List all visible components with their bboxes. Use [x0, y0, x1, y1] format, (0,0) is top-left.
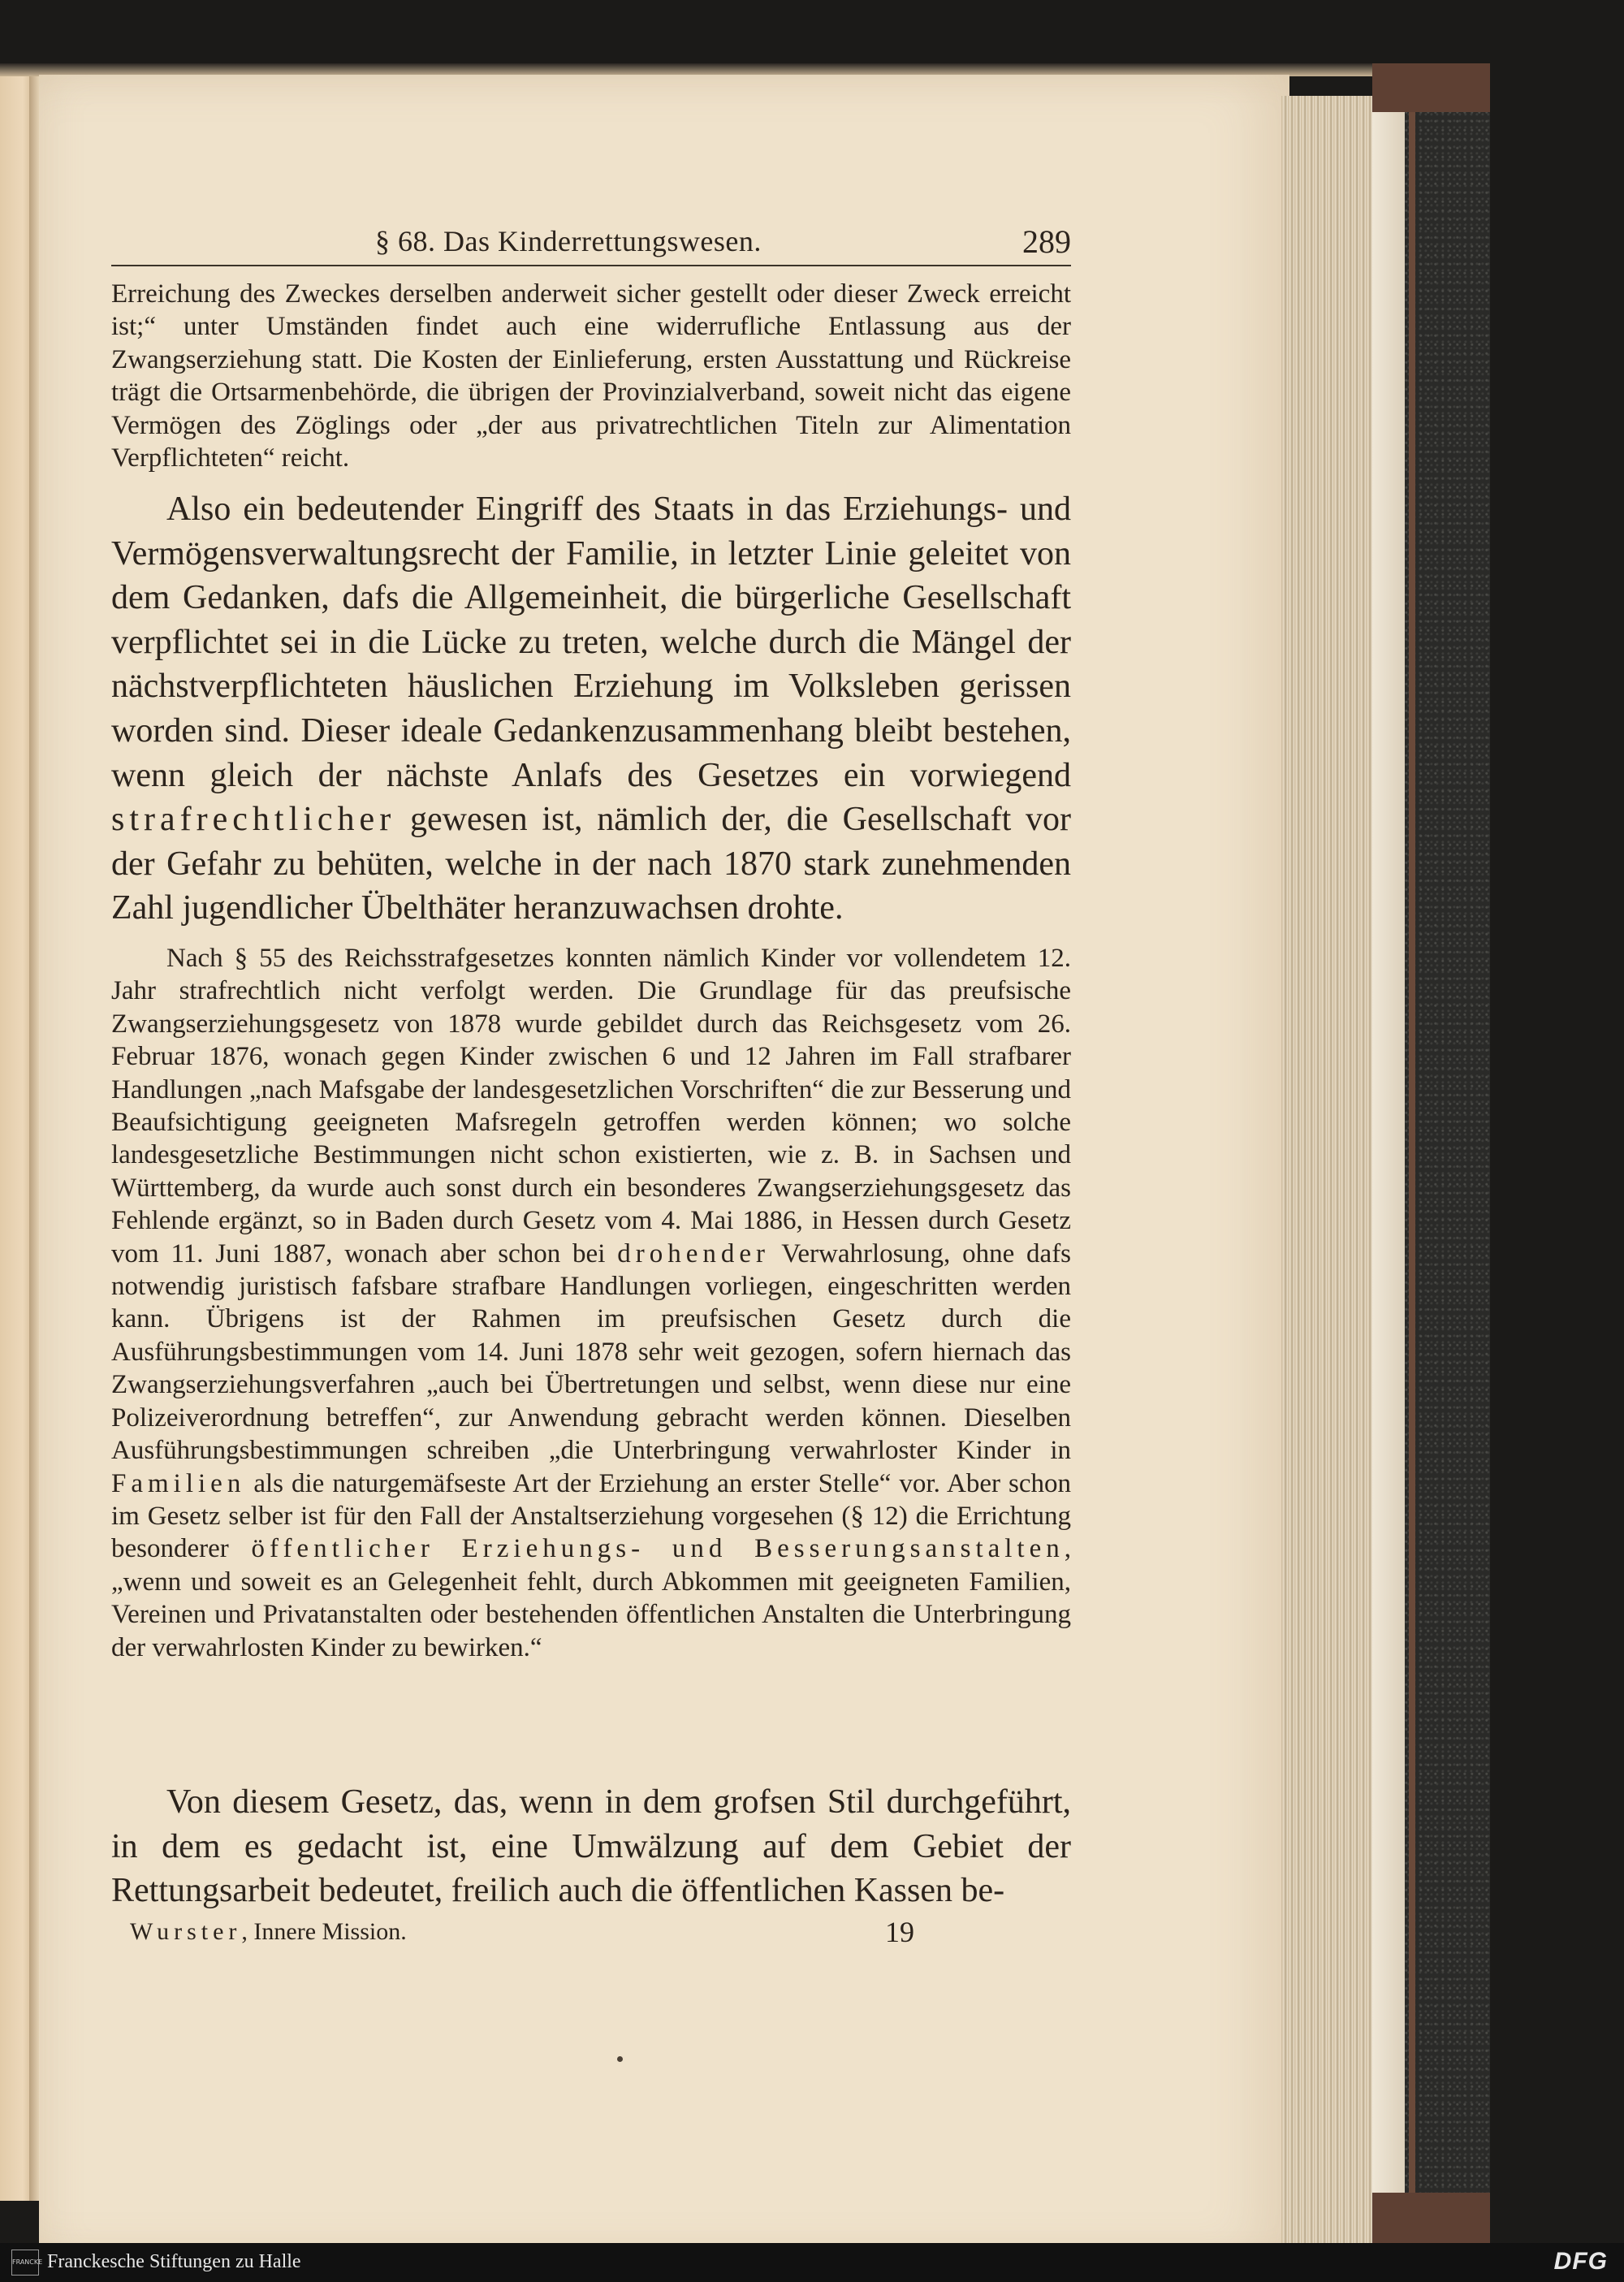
- paragraph-3: [111, 942, 1071, 1664]
- spaced-emphasis-familien: Familien: [111, 1468, 246, 1498]
- footer-author-name: Wurster: [130, 1918, 242, 1945]
- paragraph-2-part-c: gewesen ist, nämlich der, die Gesellschaft vor der Gefahr zu behüten, welche in der nach 1870 stark zunehmenden Zahl jugendlicher Übelthäter heranzuwachsen drohte.: [111, 801, 1071, 927]
- viewer-footer-bar: [0, 2243, 1624, 2282]
- spaced-emphasis-strafrechtlicher: strafrechtlicher: [111, 801, 396, 839]
- cover-edge: [1409, 65, 1415, 2258]
- francke-logo: FRANCKE: [11, 2250, 39, 2276]
- signature-mark: 19: [885, 1916, 914, 1948]
- paragraph-4: [111, 1780, 1071, 1913]
- paragraph-2-text: [111, 487, 1071, 931]
- paragraph-3-part-g: , „wenn und soweit es an Gelegenheit fehlt, durch Abkommen mit geeigneten Familien, Vereinen und Privatanstalten oder bestehenden öffentlichen Anstalten die Unterbringung der verwahrlosten Kinder zu bewirken.“: [111, 1534, 1071, 1662]
- paragraph-3-part-c: Verwahrlosung, ohne dafs notwendig juristisch fafsbare strafbare Handlungen vorliegen, eingeschritten werden kann. Übrigens ist der Rahmen im preufsischen Gesetz durch die Ausführungsbestimmungen vom 14. Juni 1878 sehr weit gezogen, sofern hiernach das Zwangserziehungsverfahren „auch bei Übertretungen und selbst, wenn diese nur eine Polizeiverordnung betreffen“, zur Anwendung gebracht werden können. Dieselben Ausführungsbestimmungen schreiben „die Unterbringung verwahrloster Kinder in: [111, 1238, 1072, 1466]
- paragraph-3-part-a: Nach § 55 des Reichsstrafgesetzes konnten nämlich Kinder vor vollendetem 12. Jahr strafrechtlich nicht verfolgt werden. Die Grundlage für das preufsische Zwangserziehungsgesetz von 1878 wurde gebildet durch das Reichsgesetz vom 26. Februar 1876, wonach gegen Kinder zwischen 6 und 12 Jahren im Fall strafbarer Handlungen „nach Mafsgabe der landesgesetzlichen Vorschriften“ die zur Besserung und Beaufsichtigung geeigneten Mafsregeln getroffen werden können; wo solche landesgesetzliche Bestimmungen nicht schon existierten, wie z. B. in Sachsen und Württemberg, da wurde auch sonst durch ein besonderes Zwangserziehungsgesetz das Fehlende ergänzt, so in Baden durch Gesetz vom 4. Mai 1886, in Hessen durch Gesetz vom 11. Juni 1887, wonach aber schon bei: [111, 944, 1071, 1268]
- paragraph-3-text: [111, 942, 1071, 1664]
- paragraph-3-part-e: als die naturgemäfseste Art der Erziehung an erster Stelle“ vor. Aber schon im Gesetz selber ist für den Fall der Anstaltserziehung vorgesehen (§ 12) die Errichtung besonderer: [111, 1468, 1071, 1564]
- dfg-logo[interactable]: DFG: [1553, 2248, 1608, 2275]
- previous-page-edge: [0, 73, 32, 2201]
- institution-name[interactable]: Franckesche Stiftungen zu Halle: [47, 2251, 301, 2272]
- footer-book-title: , Innere Mission.: [241, 1918, 407, 1945]
- page-number: 289: [1022, 223, 1071, 260]
- spaced-emphasis-anstalten: öffentlicher Erziehungs- und Besserungsanstalten: [251, 1534, 1065, 1564]
- paragraph-2: [111, 487, 1071, 931]
- page-stack-highlight: [1372, 106, 1405, 2250]
- paragraph-1-text: Erreichung des Zweckes derselben anderweit sicher gestellt oder dieser Zweck erreicht ist;“ unter Umständen findet auch eine widerrufliche Entlassung aus der Zwangserziehung statt. Die Kosten der Einlieferung, ersten Ausstattung und Rückreise trägt die Ortsarmenbehörde, die übrigen der Provinzialverband, soweit nicht das eigene Vermögen des Zöglings oder „der aus privatrechtlichen Titeln zur Alimentation Verpflichteten“ reicht.: [111, 279, 1071, 473]
- paragraph-2-part-a: Also ein bedeutender Eingriff des Staats in das Erziehungs- und Vermögensverwaltungsrecht der Familie, in letzter Linie geleitet von dem Gedanken, dafs die Allgemeinheit, die bürgerliche Gesellschaft verpflichtet sei in die Lücke zu treten, welche durch die Mängel der nächstverpflichteten häuslichen Erziehung im Volksleben gerissen worden sind. Dieser ideale Gedankenzusammenhang bleibt bestehen, wenn gleich der nächste Anlafs des Gesetzes ein vorwiegend: [111, 491, 1071, 794]
- page-speck: [617, 2056, 623, 2062]
- spaced-emphasis-drohender: drohender: [617, 1238, 770, 1268]
- footer-author: [130, 1918, 407, 1946]
- running-header: [111, 219, 1071, 266]
- book-cover: [1405, 65, 1490, 2258]
- header-title: § 68. Das Kinderrettungswesen.: [375, 225, 762, 257]
- paragraph-1: [111, 278, 1071, 474]
- paragraph-4-text: Von diesem Gesetz, das, wenn in dem grofsen Stil durchgeführt, in dem es gedacht ist, eine Umwälzung auf dem Gebiet der Rettungsarbeit bedeutet, freilich auch die öffentlichen Kassen be-: [111, 1783, 1071, 1910]
- cover-corner-top: [1372, 63, 1490, 112]
